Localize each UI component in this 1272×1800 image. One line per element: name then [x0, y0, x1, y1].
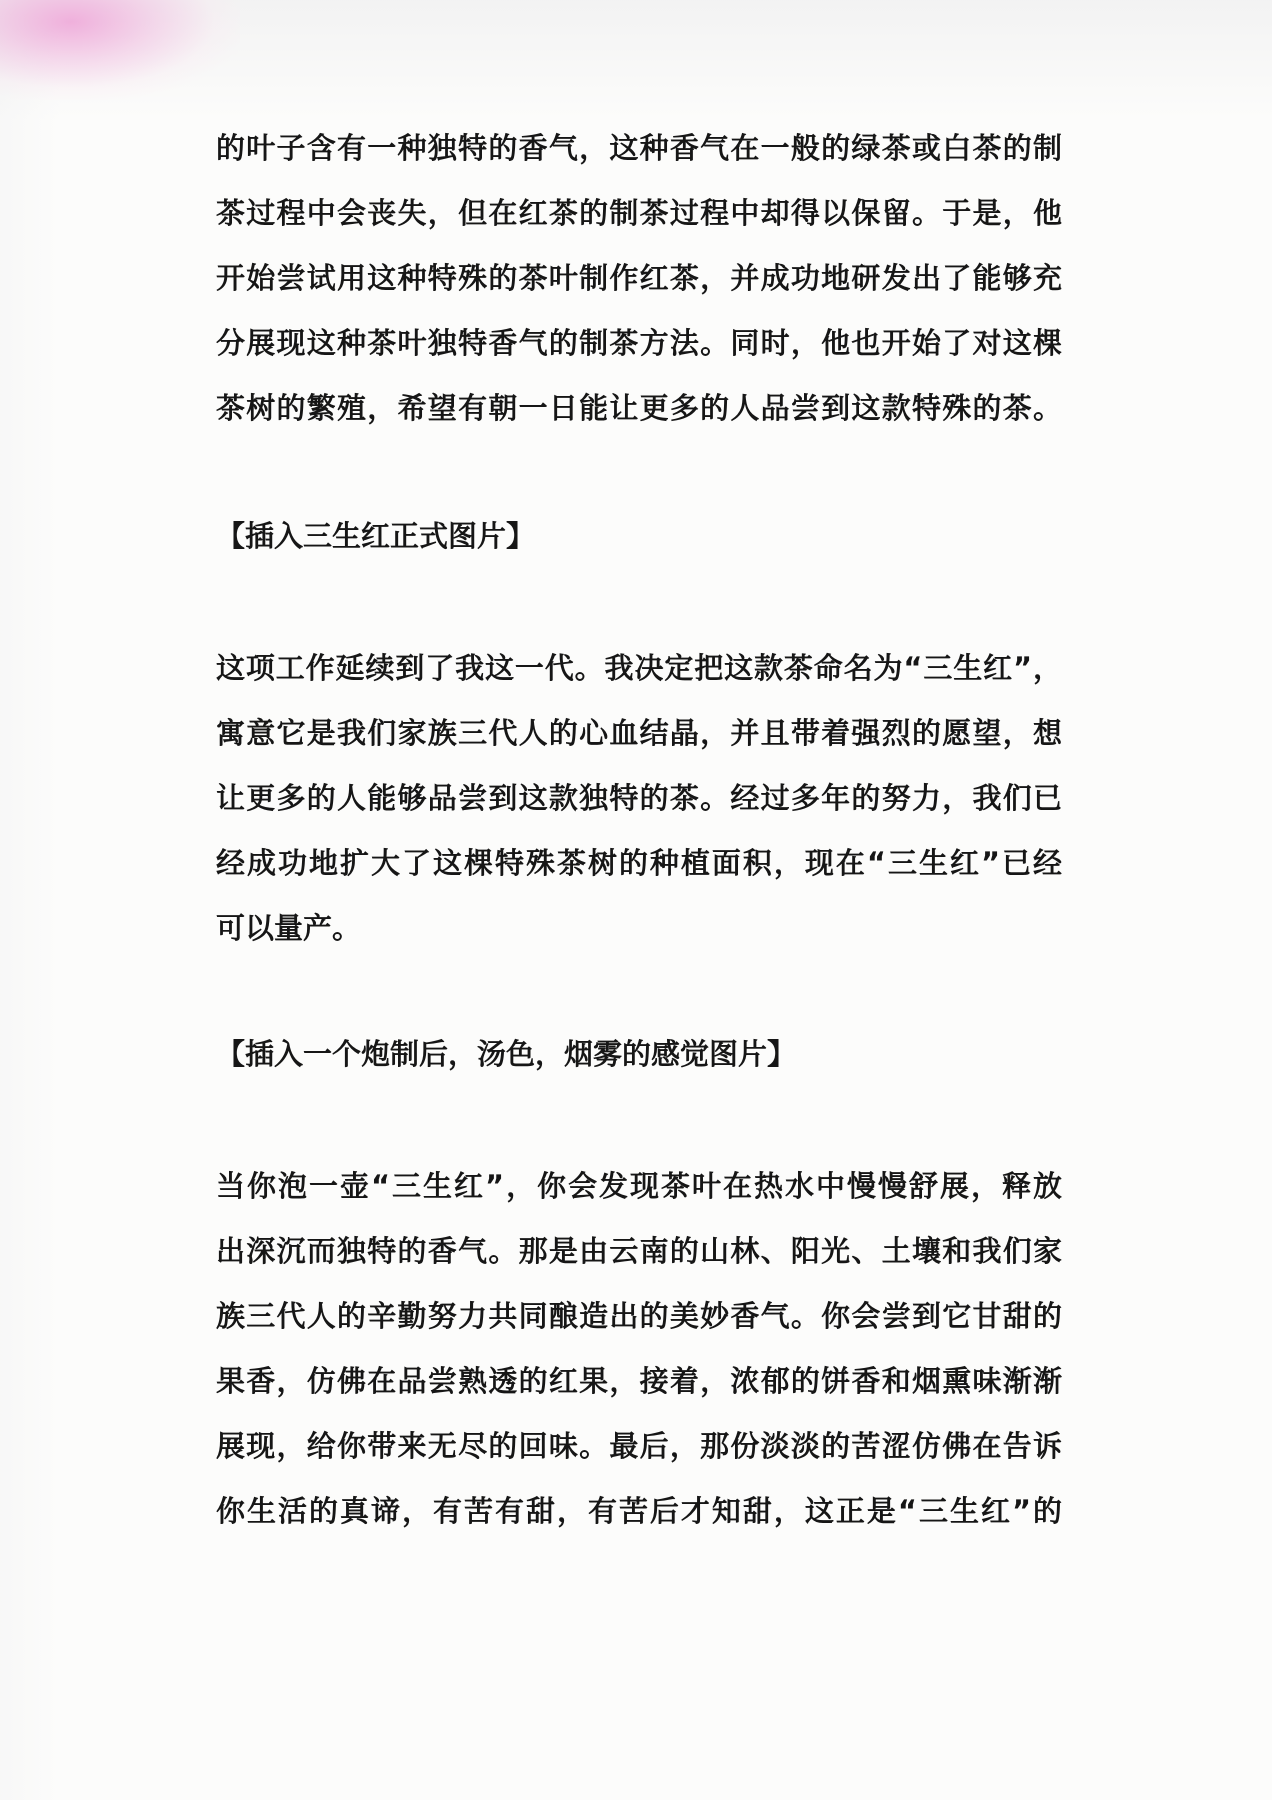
image-placeholder-note — [216, 504, 1062, 569]
text-line: 分展现这种茶叶独特香气的制茶方法。同时，他也开始了对这棵 — [216, 326, 1062, 360]
text-line: 可以量产。 — [216, 911, 362, 945]
text-line: 族三代人的辛勤努力共同酿造出的美妙香气。你会尝到它甘甜的 — [216, 1299, 1062, 1333]
text-line: 出深沉而独特的香气。那是由云南的山林、阳光、土壤和我们家 — [216, 1234, 1062, 1268]
text-line: 让更多的人能够品尝到这款独特的茶。经过多年的努力，我们已 — [216, 781, 1062, 815]
text-line: 果香，仿佛在品尝熟透的红果，接着，浓郁的饼香和烟熏味渐渐 — [216, 1364, 1062, 1398]
paragraph — [216, 636, 1062, 961]
text-line: 的叶子含有一种独特的香气，这种香气在一般的绿茶或白茶的制 — [216, 131, 1062, 165]
text-line: 寓意它是我们家族三代人的心血结晶，并且带着强烈的愿望，想 — [216, 716, 1062, 750]
image-placeholder-note — [216, 1022, 1062, 1087]
placeholder-text: 【插入一个炮制后，汤色，烟雾的感觉图片】 — [216, 1037, 797, 1071]
text-line: 你生活的真谛，有苦有甜，有苦后才知甜，这正是“三生红”的 — [216, 1494, 1062, 1528]
scan-smudge — [0, 0, 240, 100]
paragraph — [216, 1154, 1062, 1544]
text-line: 展现，给你带来无尽的回味。最后，那份淡淡的苦涩仿佛在告诉 — [216, 1429, 1062, 1463]
text-line: 这项工作延续到了我这一代。我决定把这款茶命名为“三生红”， — [216, 651, 1062, 685]
text-line: 开始尝试用这种特殊的茶叶制作红茶，并成功地研发出了能够充 — [216, 261, 1062, 295]
text-line: 经成功地扩大了这棵特殊茶树的种植面积，现在“三生红”已经 — [216, 846, 1062, 880]
paragraph — [216, 116, 1062, 441]
text-line: 茶树的繁殖，希望有朝一日能让更多的人品尝到这款特殊的茶。 — [216, 391, 1062, 425]
text-line: 茶过程中会丧失，但在红茶的制茶过程中却得以保留。于是，他 — [216, 196, 1062, 230]
placeholder-text: 【插入三生红正式图片】 — [216, 519, 536, 553]
text-line: 当你泡一壶“三生红”，你会发现茶叶在热水中慢慢舒展，释放 — [216, 1169, 1062, 1203]
